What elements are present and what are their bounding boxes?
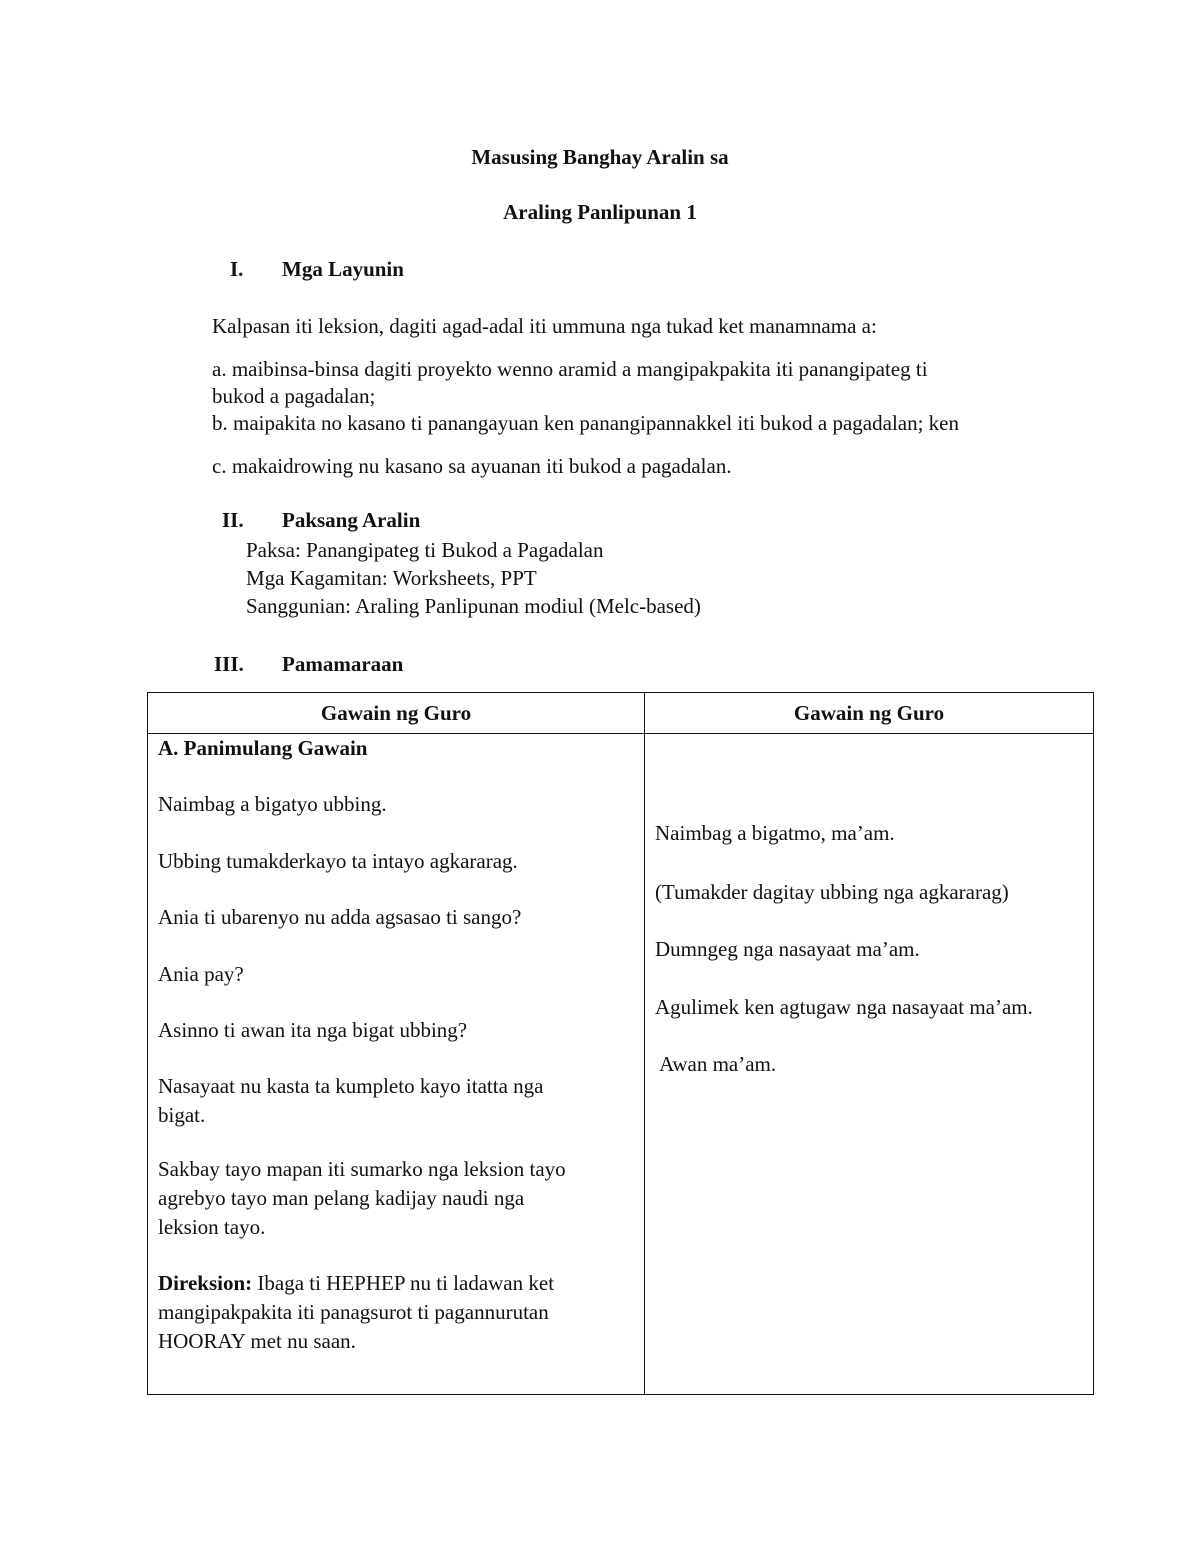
objective-a-line2: bukod a pagadalan; <box>212 384 376 408</box>
teacher-question-2: Ania pay? <box>158 962 244 986</box>
objective-a-line1: a. maibinsa-binsa dagiti proyekto wenno aramid a mangipakpakita iti panangipateg ti <box>212 357 928 381</box>
document-subtitle: Araling Panlipunan 1 <box>503 200 697 224</box>
objective-b: b. maipakita no kasano ti panangayuan ken panangipannakkel iti bukod a pagadalan; ken <box>212 411 960 435</box>
section-2-title: Paksang Aralin <box>282 508 421 532</box>
teacher-question-1: Ania ti ubarenyo nu adda agsasao ti sango? <box>158 905 522 929</box>
teacher-prayer: Ubbing tumakderkayo ta intayo agkararag. <box>158 849 518 873</box>
teacher-p7-line3: leksion tayo. <box>158 1215 266 1239</box>
student-response-3: Dumngeg nga nasayaat ma’am. <box>655 937 920 961</box>
teacher-p6-line2: bigat. <box>158 1103 206 1127</box>
header-left: Gawain ng Guro <box>148 693 645 734</box>
student-response-2: (Tumakder dagitay ubbing nga agkararag) <box>655 880 1009 904</box>
teacher-p7-line2: agrebyo tayo man pelang kadijay naudi nga <box>158 1186 525 1210</box>
section-1-title: Mga Layunin <box>282 257 404 281</box>
direction-line1 <box>158 1269 634 1298</box>
section-2-number: II. <box>222 508 244 532</box>
student-response-1: Naimbag a bigatmo, ma’am. <box>655 821 895 845</box>
student-response-5: Awan ma’am. <box>655 1052 777 1076</box>
teacher-attendance: Asinno ti awan ita nga bigat ubbing? <box>158 1018 468 1042</box>
teacher-column <box>148 734 645 1395</box>
paksa-line: Paksa: Panangipateg ti Bukod a Pagadalan <box>246 538 604 562</box>
direction-label: Direksion: <box>158 1271 253 1295</box>
document-title: Masusing Banghay Aralin sa <box>471 145 729 169</box>
direction-text: Ibaga ti HEPHEP nu ti ladawan ket <box>252 1271 555 1295</box>
objective-c: c. makaidrowing nu kasano sa ayuanan iti bukod a pagadalan. <box>212 454 732 478</box>
section-1-number: I. <box>230 257 244 281</box>
sanggunian-line: Sanggunian: Araling Panlipunan modiul (Melc-based) <box>246 594 701 618</box>
procedure-table <box>147 692 1094 1395</box>
section-3-title: Pamamaraan <box>282 652 404 676</box>
teacher-greeting: Naimbag a bigatyo ubbing. <box>158 792 387 816</box>
direction-line2: mangipakpakita iti panagsurot ti pagannurutan <box>158 1300 549 1324</box>
activity-heading: A. Panimulang Gawain <box>158 736 368 760</box>
teacher-p6-line1: Nasayaat nu kasta ta kumpleto kayo itatta nga <box>158 1074 544 1098</box>
objectives-intro: Kalpasan iti leksion, dagiti agad-adal iti ummuna nga tukad ket manamnama a: <box>212 314 877 338</box>
section-3-number: III. <box>214 652 244 676</box>
table-header-row <box>148 693 1094 734</box>
direction-line3: HOORAY met nu saan. <box>158 1329 356 1353</box>
header-right: Gawain ng Guro <box>645 693 1094 734</box>
table-row <box>148 734 1094 1395</box>
student-response-4: Agulimek ken agtugaw nga nasayaat ma’am. <box>655 995 1033 1019</box>
student-column <box>645 734 1094 1395</box>
teacher-p7-line1: Sakbay tayo mapan iti sumarko nga leksion tayo <box>158 1157 566 1181</box>
kagamitan-line: Mga Kagamitan: Worksheets, PPT <box>246 566 537 590</box>
